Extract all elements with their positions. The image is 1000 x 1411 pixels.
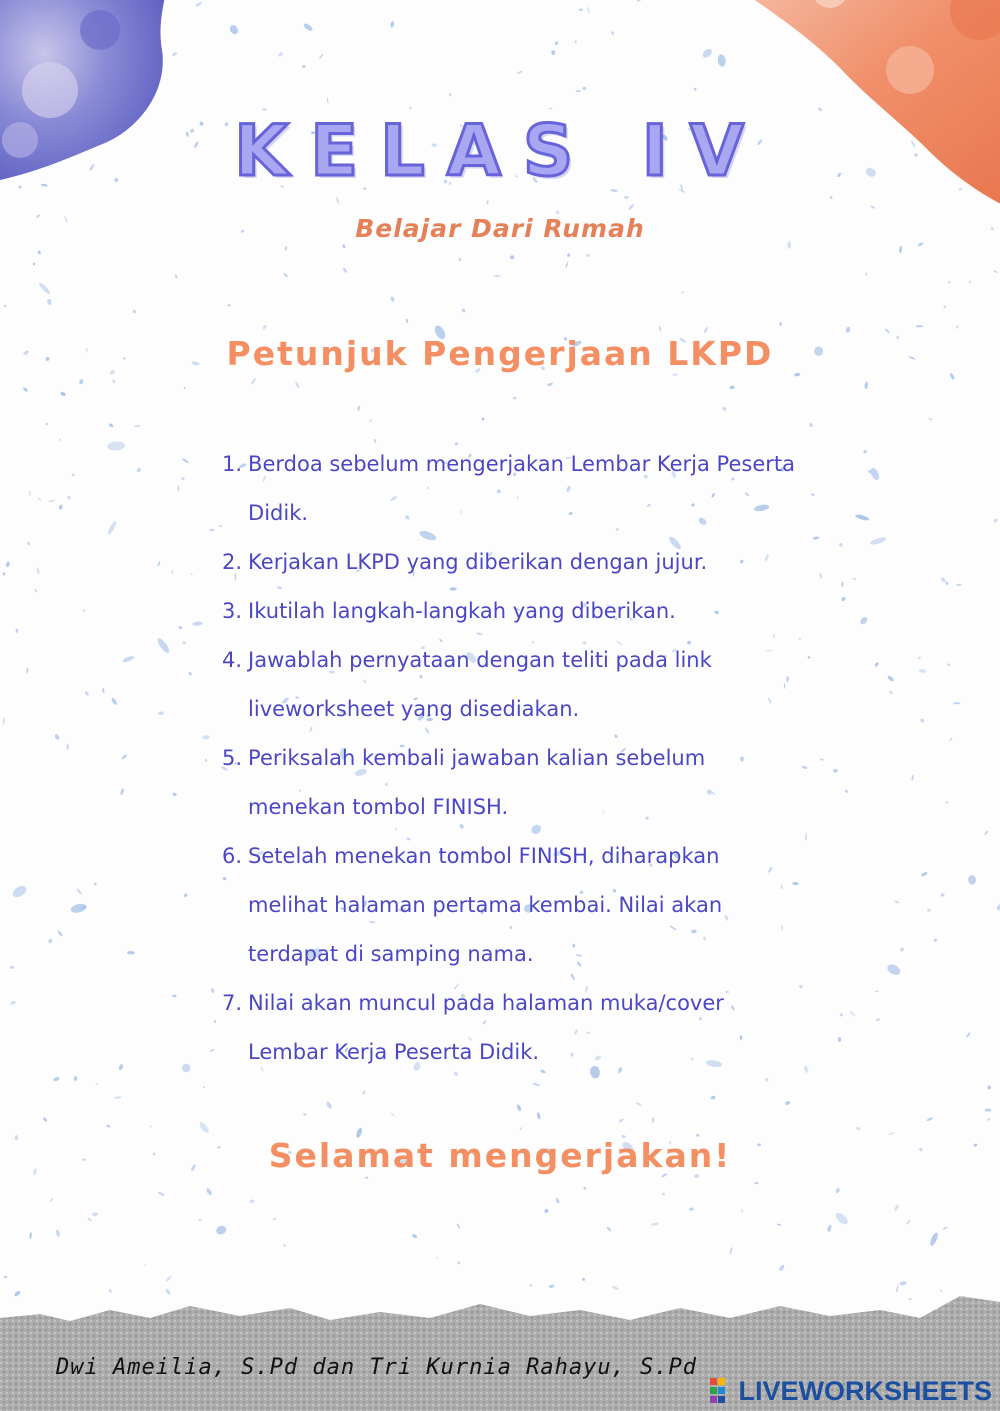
speckle (127, 951, 135, 955)
step-text: Setelah menekan tombol FINISH, diharapkan melihat halaman pertama kembai. Nilai akan terdapat di samping nama. (248, 844, 723, 966)
speckle (555, 1197, 560, 1203)
speckle (856, 1127, 861, 1130)
speckle (76, 888, 82, 895)
speckle (362, 1090, 365, 1095)
speckle (38, 282, 52, 296)
speckle (809, 422, 814, 427)
speckle (405, 318, 408, 323)
speckle (889, 690, 894, 695)
speckle (624, 196, 629, 199)
speckle (365, 1176, 369, 1179)
speckle (579, 8, 583, 11)
speckle (662, 1193, 665, 1196)
speckle (900, 947, 904, 951)
speckle (532, 1082, 540, 1086)
brand-name: LIVEWORKSHEETS (738, 1375, 992, 1406)
speckle (896, 1285, 899, 1293)
speckle (945, 801, 948, 803)
speckle (302, 65, 306, 69)
speckle (586, 254, 590, 258)
speckle (953, 702, 961, 704)
speckle (729, 1247, 733, 1255)
speckle (180, 1062, 192, 1074)
speckle (481, 417, 485, 421)
speckle (45, 423, 48, 426)
authors-credit: Dwi Ameilia, S.Pd dan Tri Kurnia Rahayu, S.Pd (56, 1355, 698, 1380)
speckle (987, 1118, 990, 1122)
speckle (544, 1208, 549, 1214)
step-number: 1. (222, 452, 243, 476)
page-subtitle: Belajar Dari Rumah (355, 214, 645, 243)
speckle (111, 697, 118, 706)
speckle (567, 253, 571, 258)
speckle (841, 596, 847, 602)
speckle (833, 769, 838, 772)
speckle (611, 1285, 619, 1290)
speckle (927, 909, 931, 912)
speckle (801, 765, 807, 769)
instructions-heading: Petunjuk Pengerjaan LKPD (226, 334, 774, 373)
speckle (357, 405, 360, 411)
page-title: KELAS IV (234, 110, 766, 192)
instructions-list (222, 440, 802, 1077)
speckle (933, 938, 937, 942)
speckle (949, 737, 953, 742)
speckle (411, 1233, 417, 1239)
speckle (672, 373, 678, 376)
speckle (966, 1032, 971, 1038)
speckle (27, 541, 30, 545)
speckle (458, 257, 462, 262)
speckle (47, 298, 53, 305)
step-number: 3. (222, 599, 243, 623)
speckle (26, 668, 28, 674)
speckle (919, 669, 927, 673)
speckle (114, 1096, 122, 1099)
speckle (841, 582, 844, 588)
step-number: 6. (222, 844, 243, 868)
speckle (53, 1076, 60, 1082)
liveworksheets-logo-icon (710, 1378, 734, 1404)
speckle (681, 291, 684, 294)
speckle (635, 1102, 642, 1107)
speckle (703, 326, 708, 333)
speckle (886, 962, 902, 977)
speckle (864, 381, 868, 389)
speckle (198, 1218, 202, 1222)
speckle (547, 382, 554, 387)
speckle (60, 391, 67, 397)
speckle (845, 326, 850, 333)
speckle (106, 1124, 111, 1128)
speckle (202, 735, 210, 740)
speckle (67, 744, 69, 750)
speckle (50, 1198, 54, 1202)
speckle (785, 1100, 791, 1105)
speckle (869, 467, 881, 482)
speckle (10, 1000, 17, 1005)
speckle (9, 966, 14, 969)
speckle (183, 893, 188, 898)
speckle (3, 572, 6, 575)
speckle (303, 1112, 307, 1116)
list-item (222, 636, 802, 734)
speckle (859, 616, 869, 626)
speckle (318, 53, 324, 60)
speckle (549, 1284, 555, 1288)
speckle (876, 1018, 880, 1021)
speckle (58, 504, 63, 510)
speckle (209, 1048, 215, 1052)
speckle (689, 1207, 694, 1210)
speckle (582, 86, 587, 91)
speckle (326, 1101, 333, 1110)
speckle (741, 1209, 744, 1212)
step-number: 4. (222, 648, 243, 672)
speckle (83, 610, 86, 612)
speckle (865, 272, 868, 276)
closing-message: Selamat mengerjakan! (268, 1136, 732, 1175)
speckle (165, 1275, 172, 1282)
speckle (106, 520, 117, 536)
list-item (222, 832, 802, 979)
speckle (845, 789, 849, 793)
speckle (917, 656, 921, 659)
speckle (249, 1199, 255, 1204)
speckle (22, 387, 28, 393)
speckle (174, 274, 177, 278)
speckle (820, 758, 824, 761)
speckle (94, 882, 97, 886)
speckle (112, 380, 115, 383)
speckle (136, 467, 142, 472)
speckle (273, 1217, 277, 1220)
speckle (929, 1232, 940, 1247)
speckle (457, 1261, 461, 1265)
speckle (37, 250, 41, 255)
speckle (5, 561, 10, 568)
speckle (283, 1244, 285, 1247)
speckle (227, 304, 231, 307)
speckle (121, 754, 127, 761)
speckle (205, 1187, 212, 1195)
speckle (949, 372, 955, 380)
step-number: 5. (222, 746, 243, 770)
speckle (651, 1222, 659, 1226)
step-number: 2. (222, 550, 243, 574)
speckle (205, 759, 208, 762)
speckle (940, 1289, 944, 1292)
speckle (171, 570, 174, 575)
speckle (984, 830, 989, 835)
speckle (519, 1127, 521, 1130)
speckle (811, 493, 815, 496)
speckle (11, 883, 29, 899)
list-item (222, 538, 802, 587)
speckle (4, 305, 7, 308)
list-item (222, 734, 802, 832)
speckle (849, 1010, 856, 1016)
speckle (855, 513, 870, 521)
speckle (658, 325, 662, 331)
speckle (74, 1076, 78, 1081)
speckle (778, 1264, 785, 1272)
speckle (942, 1226, 947, 1230)
speckle (449, 93, 452, 97)
speckle (794, 373, 801, 377)
step-text: Berdoa sebelum mengerjakan Lembar Kerja Peserta Didik. (248, 452, 795, 525)
speckle (551, 50, 556, 55)
list-item (222, 979, 802, 1077)
speckle (945, 581, 949, 585)
liveworksheets-brand[interactable] (710, 1376, 992, 1406)
speckle (390, 1112, 395, 1117)
speckle (869, 536, 887, 546)
speckle (295, 381, 301, 389)
speckle (940, 577, 946, 583)
speckle (183, 387, 186, 389)
speckle (764, 1077, 769, 1082)
speckle (107, 441, 126, 452)
speckle (165, 1288, 172, 1296)
speckle (215, 1224, 228, 1236)
speckle (122, 655, 135, 663)
speckle (92, 1212, 98, 1216)
speckle (149, 1125, 153, 1128)
step-text: Nilai akan muncul pada halaman muka/cover Lembar Kerja Peserta Didik. (248, 991, 724, 1064)
speckle (722, 406, 727, 411)
speckle (188, 671, 192, 676)
speckle (827, 1224, 832, 1232)
speckle (587, 7, 590, 14)
speckle (988, 1086, 991, 1090)
speckle (48, 499, 56, 502)
speckle (158, 711, 164, 715)
speckle (940, 893, 945, 897)
list-item (222, 587, 802, 636)
speckle (968, 875, 976, 885)
step-text: Jawablah pernyataan dengan teliti pada link liveworksheet yang disediakan. (248, 648, 712, 721)
speckle (993, 518, 999, 524)
step-text: Periksalah kembali jawaban kalian sebelum menekan tombol FINISH. (248, 746, 706, 819)
speckle (486, 200, 488, 204)
speckle (336, 196, 340, 204)
speckle (42, 1117, 48, 1123)
speckle (211, 988, 215, 993)
speckle (2, 717, 5, 725)
speckle (729, 385, 735, 390)
speckle (807, 656, 810, 659)
speckle (462, 308, 466, 312)
speckle (109, 1289, 112, 1293)
speckle (968, 280, 971, 283)
speckle (283, 272, 288, 277)
speckle (33, 263, 35, 266)
speckle (874, 662, 879, 668)
speckle (4, 1276, 8, 1278)
speckle (172, 994, 177, 997)
speckle (34, 588, 38, 593)
speckle (285, 246, 288, 250)
speckle (582, 1277, 586, 1281)
speckle (119, 788, 124, 796)
speckle (456, 1223, 461, 1229)
speckle (494, 275, 501, 277)
speckle (777, 1223, 782, 1226)
speckle (190, 573, 193, 576)
speckle (71, 473, 75, 477)
speckle (102, 688, 105, 693)
speckle (804, 833, 807, 841)
speckle (198, 1121, 210, 1134)
speckle (29, 490, 31, 496)
list-item (222, 440, 802, 538)
speckle (157, 561, 161, 567)
speckle (928, 417, 933, 420)
speckle (943, 305, 947, 309)
speckle (36, 567, 40, 574)
speckle (947, 663, 950, 666)
speckle (57, 930, 64, 937)
speckle (369, 419, 372, 422)
speckle (59, 438, 61, 441)
speckle (839, 1013, 843, 1017)
speckle (838, 1037, 842, 1042)
speckle (636, 0, 642, 2)
speckle (911, 775, 914, 781)
speckle (834, 1211, 850, 1227)
speckle (177, 485, 180, 491)
speckle (214, 1020, 217, 1023)
speckle (342, 267, 347, 273)
speckle (530, 1284, 533, 1287)
step-text: Kerjakan LKPD yang diberikan dengan jujur. (248, 550, 708, 574)
speckle (754, 1181, 759, 1184)
speckle (710, 1095, 716, 1100)
speckle (894, 900, 900, 904)
speckle (182, 458, 190, 464)
speckle (390, 21, 394, 28)
step-number: 7. (222, 991, 243, 1015)
speckle (993, 270, 999, 273)
speckle (555, 41, 558, 45)
speckle (899, 246, 903, 254)
speckle (262, 324, 267, 330)
speckle (54, 733, 60, 740)
speckle (181, 477, 185, 481)
speckle (803, 1065, 809, 1073)
speckle (920, 718, 925, 723)
speckle (192, 621, 203, 626)
speckle (905, 1219, 910, 1225)
speckle (78, 378, 84, 384)
speckle (611, 31, 615, 35)
speckle (618, 1118, 624, 1123)
speckle (921, 871, 928, 877)
speckle (172, 792, 177, 796)
speckle (278, 51, 284, 57)
speckle (67, 496, 70, 500)
speckle (118, 1064, 124, 1071)
speckle (575, 41, 577, 43)
speckle (134, 425, 141, 428)
speckle (108, 423, 113, 428)
speckle (839, 543, 844, 548)
speckle (835, 1187, 840, 1193)
speckle (606, 1226, 612, 1232)
speckle (916, 325, 924, 327)
speckle (948, 281, 951, 284)
speckle (513, 397, 517, 399)
speckle (87, 1217, 92, 1221)
speckle (203, 1086, 206, 1089)
speckle (651, 1116, 655, 1123)
speckle (852, 578, 856, 580)
speckle (327, 98, 329, 104)
speckle (29, 1232, 32, 1239)
speckle (956, 584, 962, 586)
speckle (145, 1264, 146, 1266)
speckle (95, 1083, 97, 1085)
speckle (628, 203, 635, 210)
speckle (863, 449, 867, 454)
speckle (156, 637, 172, 655)
speckle (178, 625, 183, 629)
speckle (55, 1229, 60, 1237)
speckle (819, 573, 822, 579)
speckle (926, 1117, 933, 1122)
speckle (536, 1112, 540, 1120)
speckle (583, 1186, 587, 1190)
speckle (575, 90, 581, 92)
speckle (157, 1191, 165, 1196)
speckle (565, 262, 568, 269)
speckle (779, 322, 781, 326)
speckle (251, 378, 257, 385)
speckle (436, 1256, 439, 1259)
speckle (390, 296, 395, 302)
speckle (516, 1104, 522, 1112)
speckle (510, 255, 515, 260)
speckle (302, 22, 313, 32)
speckle (956, 325, 960, 329)
speckle (874, 990, 879, 991)
speckle (37, 497, 41, 501)
speckle (228, 23, 240, 35)
speckle (342, 244, 345, 248)
speckle (812, 536, 819, 540)
speckle (984, 1109, 991, 1112)
speckle (15, 629, 18, 633)
speckle (133, 310, 137, 314)
step-text: Ikutilah langkah-langkah yang diberikan. (248, 599, 676, 623)
speckle (894, 1204, 900, 1212)
speckle (899, 1281, 907, 1286)
speckle (209, 529, 214, 532)
speckle (182, 641, 187, 645)
speckle (48, 938, 54, 944)
speckle (84, 691, 89, 696)
speckle (887, 675, 895, 683)
speckle (517, 70, 523, 75)
